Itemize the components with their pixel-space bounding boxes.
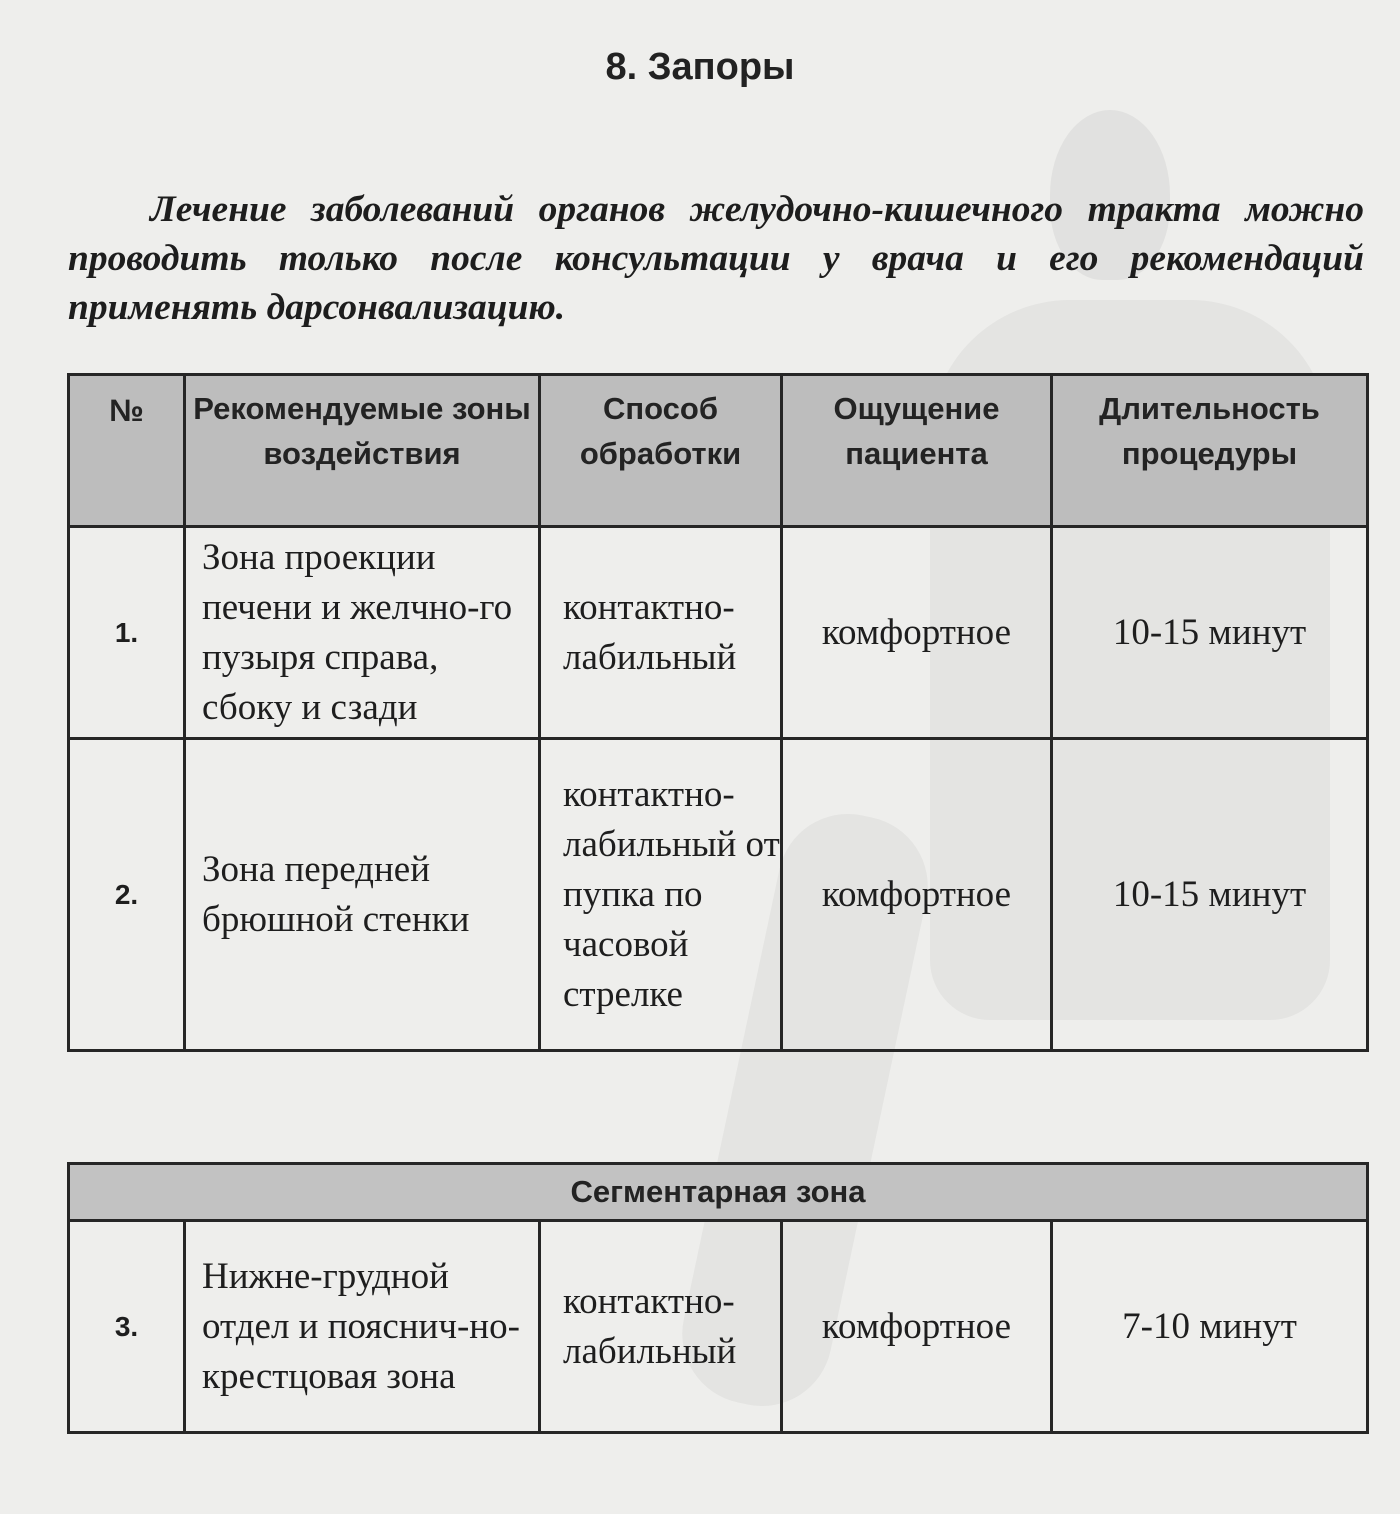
row-method: контактно-лабильный bbox=[540, 527, 782, 739]
row-number: 1. bbox=[69, 527, 185, 739]
row-zone: Нижне-грудной отдел и пояснич-но-крестцовая зона bbox=[185, 1221, 540, 1433]
row-zone: Зона передней брюшной стенки bbox=[185, 739, 540, 1051]
row-number: 3. bbox=[69, 1221, 185, 1433]
segment-table bbox=[67, 1162, 1369, 1434]
segment-header: Сегментарная зона bbox=[69, 1164, 1368, 1221]
row-sensation: комфортное bbox=[782, 1221, 1052, 1433]
row-sensation: комфортное bbox=[782, 527, 1052, 739]
header-method: Способ обработки bbox=[540, 375, 782, 527]
row-duration: 10-15 минут bbox=[1052, 739, 1368, 1051]
table-row bbox=[69, 1221, 1368, 1433]
row-zone: Зона проекции печени и желчно-го пузыря справа, сбоку и сзади bbox=[185, 527, 540, 739]
table-row bbox=[69, 739, 1368, 1051]
row-number: 2. bbox=[69, 739, 185, 1051]
table-header-row bbox=[69, 375, 1368, 527]
row-duration: 10-15 минут bbox=[1052, 527, 1368, 739]
row-sensation: комфортное bbox=[782, 739, 1052, 1051]
page-title: 8. Запоры bbox=[605, 46, 795, 88]
header-sensation: Ощущение пациента bbox=[782, 375, 1052, 527]
row-method: контактно-лабильный bbox=[540, 1221, 782, 1433]
header-zones: Рекомендуемые зоны воздействия bbox=[185, 375, 540, 527]
segment-header-row bbox=[69, 1164, 1368, 1221]
header-number: № bbox=[69, 375, 185, 527]
intro-paragraph: Лечение заболеваний органов желудочно-кишечного тракта можно проводить только после консультации у врача и его рекомендаций применять дарсонвализацию. bbox=[68, 189, 1364, 328]
row-duration: 7-10 минут bbox=[1052, 1221, 1368, 1433]
header-duration: Длительность процедуры bbox=[1052, 375, 1368, 527]
procedures-table bbox=[67, 373, 1369, 1052]
row-method: контактно-лабильный от пупка по часовой стрелке bbox=[540, 739, 782, 1051]
table-row bbox=[69, 527, 1368, 739]
